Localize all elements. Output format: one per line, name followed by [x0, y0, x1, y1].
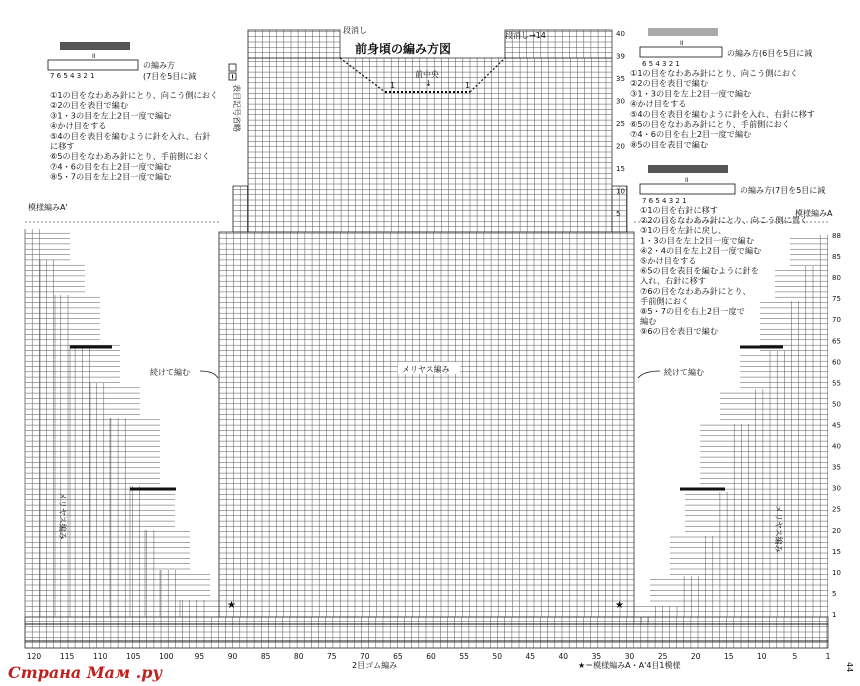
right-tick-label: 70 [832, 316, 841, 325]
dan-keshi-top-label: 段消し [343, 26, 367, 35]
left-legend-step: ⑤4の目を表目を編むように針を入れ、右針 [50, 130, 211, 141]
bottom-tick-label: 70 [360, 652, 370, 661]
left-legend-numbers: 7 6 5 4 3 2 1 [50, 72, 95, 80]
right-legend-1-step: ⑤4の目を表目を編むように針を入れ、右針に移す [630, 108, 815, 119]
bottom-tick-label: 10 [757, 652, 767, 661]
stockinette-center-label: メリヤス編み [402, 365, 450, 374]
svg-text:II: II [685, 177, 689, 184]
left-legend-step: ⑧5・7の目を左上2目一度で編む [50, 171, 172, 182]
left-piece-grid [25, 229, 219, 617]
right-legend-1 [630, 28, 815, 149]
svg-text:II: II [680, 40, 684, 47]
star-left: ★ [227, 600, 236, 611]
right-legend-2-step: ⑨6の目を表目で編む [640, 326, 719, 337]
top-right-tick-label: 30 [616, 97, 625, 106]
right-legend-2-numbers: 7 6 5 4 3 2 1 [642, 197, 687, 205]
continue-left-label: 続けて編む [150, 368, 190, 377]
right-tick-label: 60 [832, 358, 841, 367]
right-tick-label: 75 [832, 295, 841, 304]
bottom-tick-label: 5 [792, 652, 798, 661]
right-legend-1-step: ④かけ目をする [630, 98, 687, 109]
right-tick-label: 30 [832, 484, 841, 493]
top-right-tick-label: 40 [616, 30, 625, 38]
top-right-tick-label: 25 [616, 120, 625, 128]
front-center-label: 前中央 [415, 70, 439, 79]
right-tick-label: 40 [832, 442, 841, 451]
top-right-tick-label: 10 [616, 187, 625, 196]
bottom-tick-label: 35 [591, 652, 602, 661]
right-legend-2-step: 入れ、右針に移す [640, 275, 706, 286]
rib-band-grid [25, 617, 828, 648]
bottom-tick-label: 55 [459, 652, 469, 661]
left-legend-step: ①1の目をなわあみ針にとり、向こう側におく [50, 90, 219, 100]
bottom-tick-label: 85 [260, 652, 271, 661]
top-right-axis [616, 30, 625, 218]
bottom-tick-label: 95 [194, 652, 205, 661]
left-legend [48, 42, 218, 182]
left-legend-sub: (7目を5目に減 [143, 72, 197, 81]
right-legend-2-step: ②2の目をなわあみ針にとり、向こう側に置く [640, 215, 809, 226]
right-tick-label: 25 [832, 505, 841, 514]
right-tick-label: 65 [832, 337, 841, 346]
right-tick-label: 50 [832, 400, 841, 409]
right-legend-2-step: 編む [640, 316, 657, 327]
bottom-tick-label: 20 [690, 652, 701, 661]
left-legend-step: ③1・3の目を左上2目一度で編む [50, 110, 172, 121]
right-legend-2-step: ③1の目を左針に戻し、 [640, 225, 727, 236]
bottom-tick-label: 100 [159, 652, 174, 661]
right-legend-1-heading: の編み方(6目を5目に減 [727, 49, 813, 58]
bottom-tick-label: 25 [657, 652, 668, 661]
right-tick-label: 45 [832, 421, 841, 430]
top-right-tick-label: 5 [616, 210, 621, 218]
top-right-tick-label: 15 [616, 165, 625, 173]
right-tick-label: 35 [832, 463, 841, 472]
right-legend-2-bar [648, 165, 728, 173]
star-right: ★ [615, 600, 624, 611]
right-legend-2-step: ⑦6の目をなわあみ針にとり、 [640, 285, 751, 296]
bottom-tick-label: 15 [724, 652, 734, 661]
left-shoulder-step [233, 186, 248, 232]
right-tick-label: 80 [832, 274, 841, 283]
top-inner-number-1: 1 [465, 81, 471, 90]
bottom-tick-label: 110 [93, 652, 108, 661]
right-tick-label: 15 [832, 547, 841, 556]
stockinette-right-label: メリヤス編み [774, 505, 783, 553]
top-right-tick-label: 35 [616, 75, 625, 83]
bottom-tick-label: 45 [525, 652, 536, 661]
left-legend-step: に移す [50, 141, 75, 151]
top-right-tick-label: 20 [616, 142, 625, 151]
star-note: ★＝模様編みA・A'4目1模様 [578, 661, 681, 670]
continue-right-leader [638, 371, 660, 378]
right-legend-1-symbol [640, 47, 722, 57]
right-tick-label: 88 [832, 232, 841, 240]
svg-text:II: II [92, 53, 96, 60]
bottom-tick-label: 90 [227, 652, 238, 661]
symbol-note: 表目記号省略 [232, 84, 241, 132]
right-legend-1-step: ②2の目を表目で編む [630, 78, 709, 89]
right-legend-1-numbers: 6 5 4 3 2 1 [642, 60, 680, 68]
bottom-tick-label: 30 [624, 652, 635, 661]
bottom-tick-label: 1 [825, 652, 831, 661]
bottom-tick-label: 80 [293, 652, 304, 661]
bottom-axis [27, 652, 831, 661]
bottom-tick-label: 40 [558, 652, 569, 661]
symbol-blank-box [229, 64, 236, 71]
right-legend-2-step: 1・3の目を左上2目一度で編む [640, 235, 754, 246]
front-center-arrow: ↓ [425, 79, 432, 88]
chart-title: 前身頃の編み方図 [355, 42, 452, 56]
right-tick-label: 5 [832, 589, 837, 598]
rib-label: 2目ゴム編み [352, 661, 398, 670]
right-tick-label: 85 [832, 253, 841, 262]
right-tick-label: 1 [832, 611, 837, 619]
bottom-tick-label: 105 [126, 652, 141, 661]
page-number: 44 [845, 662, 854, 673]
right-tick-label: 10 [832, 568, 841, 577]
bottom-tick-label: 50 [492, 652, 502, 661]
right-legend-2-step: ⑥5の目を表目を編むように針を [640, 265, 759, 276]
right-legend-1-step: ⑥5の目をなわあみ針にとり、手前側におく [630, 119, 790, 129]
right-legend-1-step: ⑦4・6の目を右上2目一度で編む [630, 129, 752, 140]
top-right-tick-label: 39 [616, 52, 625, 61]
right-axis [832, 232, 841, 619]
right-legend-2-step: ⑧5・7の目を右上2目一度で [640, 306, 745, 316]
right-legend-1-step: ⑧5の目を表目で編む [630, 139, 709, 150]
left-legend-symbol [48, 60, 138, 70]
top-left-cap [248, 30, 340, 58]
left-legend-heading: の編み方 [143, 61, 175, 70]
pattern-a-prime-label: 模様編みA' [28, 203, 68, 212]
left-legend-step: ④かけ目をする [50, 120, 107, 131]
pattern-a-label: 模様編みA [795, 209, 833, 218]
left-legend-step: ②2の目を表目で編む [50, 100, 129, 111]
right-legend-2-heading: の編み方(7目を5目に減 [740, 186, 826, 195]
right-legend-2-symbol [640, 184, 735, 194]
top-inner-number-2: 1 [390, 81, 396, 90]
right-legend-1-step: ③1・3の目を左上2目一度で編む [630, 88, 752, 99]
right-legend-1-step: ①1の目をなわあみ針にとり、向こう側におく [630, 68, 799, 78]
left-legend-step: ⑥5の目をなわあみ針にとり、手前側におく [50, 151, 210, 162]
continue-right-label: 続けて編む [664, 368, 704, 377]
right-legend-2-step: ①1の目を右針に移す [640, 205, 719, 215]
center-grid [219, 232, 634, 617]
watermark-logo: Страна Мам .ру [8, 663, 163, 682]
right-legend-2-step: 手前側におく [640, 295, 690, 306]
right-tick-label: 20 [832, 526, 841, 535]
right-tick-label: 55 [832, 379, 841, 388]
stockinette-left-label: メリヤス編み [58, 492, 67, 540]
right-legend-2 [640, 165, 825, 336]
bottom-tick-label: 115 [59, 652, 75, 661]
bottom-tick-label: 120 [26, 652, 42, 661]
left-legend-bar [60, 42, 130, 50]
right-legend-2-step: ⑤かけ目をする [640, 255, 697, 266]
bottom-tick-label: 75 [327, 652, 337, 661]
right-legend-1-bar [648, 28, 718, 36]
right-legend-2-step: ④2・4の目を左上2目一度で編む [640, 245, 762, 256]
dan-keshi-right-label: 段消し→14 [505, 31, 546, 40]
bottom-tick-label: 65 [393, 652, 403, 661]
left-legend-step: ⑦4・6の目を右上2目一度で編む [50, 161, 172, 172]
bottom-tick-label: 60 [426, 652, 436, 661]
